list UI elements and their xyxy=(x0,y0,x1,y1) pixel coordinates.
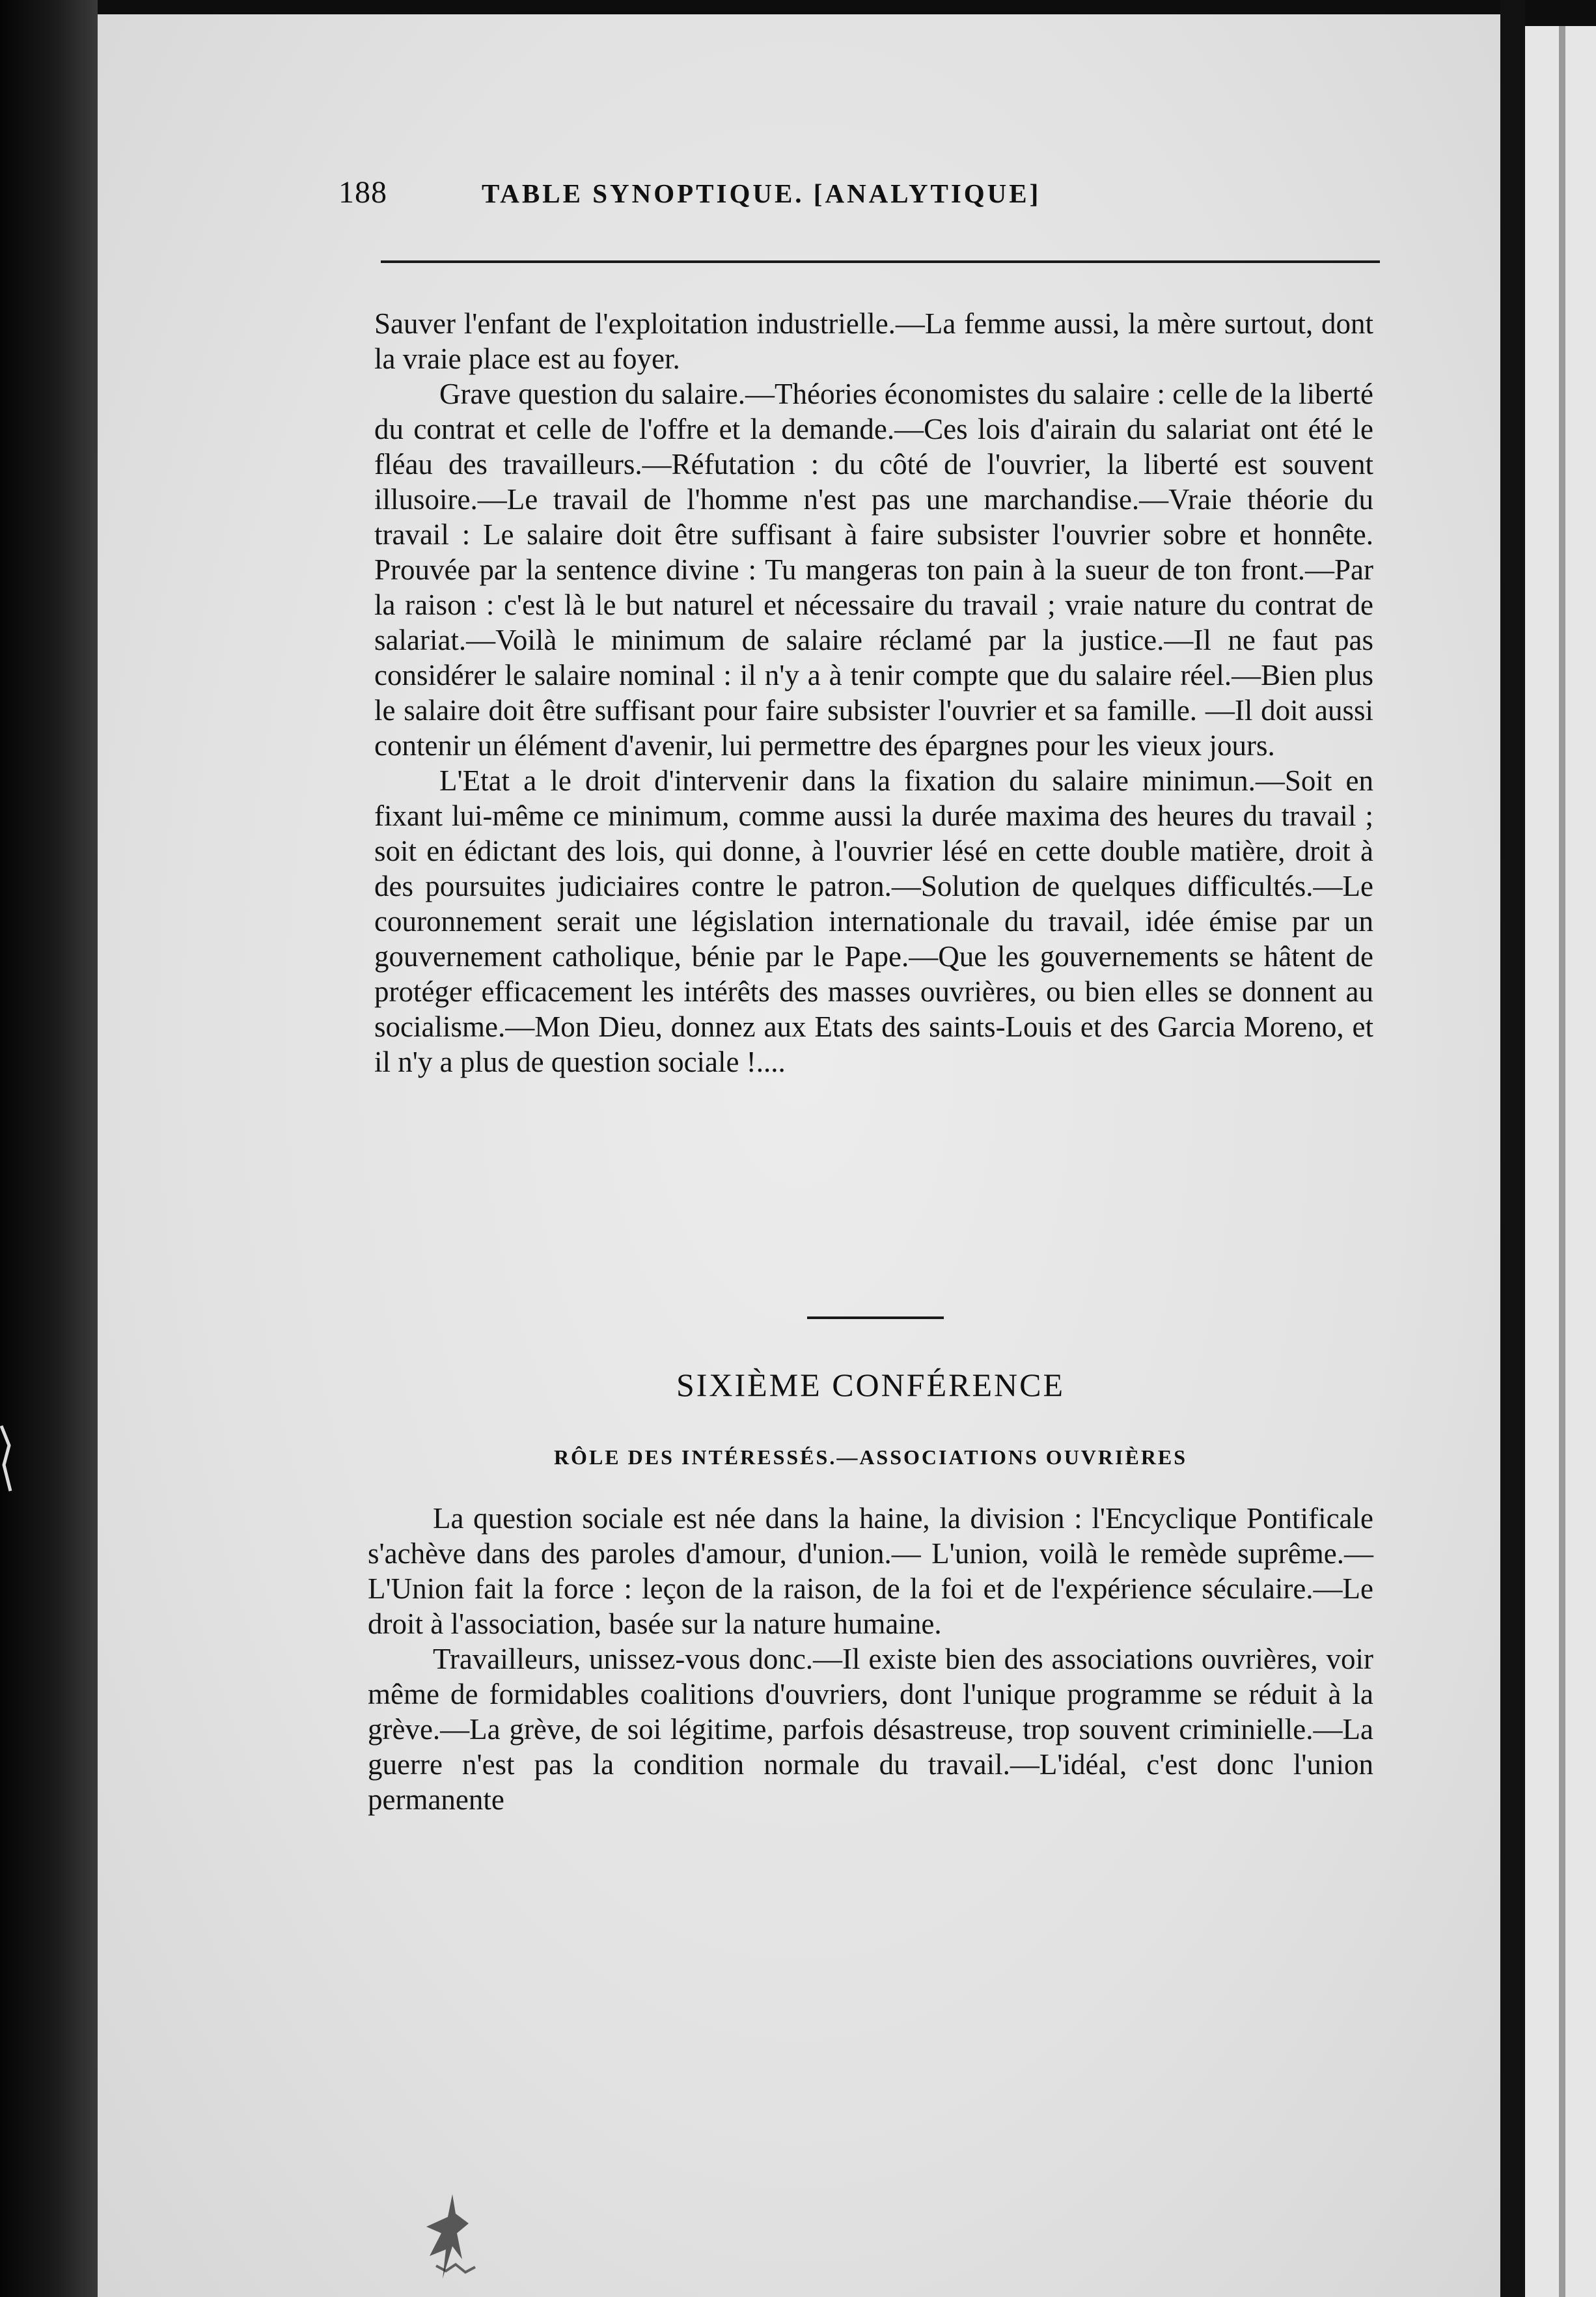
section-title: SIXIÈME CONFÉRENCE xyxy=(676,1367,1066,1403)
scan-edge-mark xyxy=(0,1419,13,1497)
header-rule xyxy=(381,260,1380,263)
ink-blot-mark xyxy=(417,2188,488,2285)
adjacent-page-fold xyxy=(1559,26,1565,2297)
running-header xyxy=(338,174,1380,227)
paragraph: Grave question du salaire.—Théories économistes du salaire : celle de la liberté du contrat et celle de l'offre et la demande.—Ces lois d'airain du salariat ont été le fléau des travailleurs.—Réfutation : du côté de l'ouvrier, la liberté est souvent illusoire.—Le travail de l'homme n'est pas une marchandise.—Vraie théorie du travail : Le salaire doit être suffisant à faire subsister l'ouvrier sobre et honnête. Prouvée par la sentence divine : Tu mangeras ton pain à la sueur de ton front.—Par la raison : c'est là le but naturel et nécessaire du travail ; vraie nature du contrat de salariat.—Voilà le minimum de salaire réclamé par la justice.—Il ne faut pas considérer le salaire nominal : il n'y a à tenir compte que du salaire réel.—Bien plus le salaire doit être suffisant pour faire subsister l'ouvrier et sa famille. —Il doit aussi contenir un élément d'avenir, lui permettre des épargnes pour les vieux jours. xyxy=(374,378,1373,762)
section-divider xyxy=(807,1316,944,1319)
section-subtitle: RÔLE DES INTÉRESSÉS.—ASSOCIATIONS OUVRIÈRES xyxy=(553,1445,1188,1469)
paragraph: Sauver l'enfant de l'exploitation industrielle.—La femme aussi, la mère surtout, dont la vraie place est au foyer. xyxy=(374,307,1373,375)
body-text-part-1 xyxy=(374,306,1373,1079)
page-number: 188 xyxy=(338,175,387,210)
page-gutter-shadow xyxy=(1500,0,1525,2297)
running-title: TABLE SYNOPTIQUE. [ANALYTIQUE] xyxy=(482,178,1041,208)
paragraph: La question sociale est née dans la haine, la division : l'Encyclique Pontificale s'achève dans des paroles d'amour, d'union.— L'union, voilà le remède suprême.—L'Union fait la force : leçon de la raison, de la foi et de l'expérience séculaire.—Le droit à l'association, basée sur la nature humaine. xyxy=(368,1502,1373,1640)
scan-left-border xyxy=(0,0,98,2297)
body-text-part-2 xyxy=(368,1501,1373,1817)
paragraph: Travailleurs, unissez-vous donc.—Il existe bien des associations ouvrières, voir même de formidables coalitions d'ouvriers, dont l'unique programme se réduit à la grève.—La grève, de soi légitime, parfois désastreuse, trop souvent criminielle.—La guerre n'est pas la condition normale du travail.—L'idéal, c'est donc l'union permanente xyxy=(368,1643,1373,1816)
paragraph: L'Etat a le droit d'intervenir dans la fixation du salaire minimun.—Soit en fixant lui-même ce minimum, comme aussi la durée maxima des heures du travail ; soit en édictant des lois, qui donne, à l'ouvrier lésé en cette double matière, droit à des poursuites judiciaires contre le patron.—Solution de quelques difficultés.—Le couronnement serait une législation internationale du travail, idée émise par un gouvernement catholique, bénie par le Pape.—Que les gouvernements se hâtent de protéger efficacement les intérêts des masses ouvrières, ou bien elles se donnent au socialisme.—Mon Dieu, donnez aux Etats des saints-Louis et des Garcia Moreno, et il n'y a plus de question sociale !.... xyxy=(374,764,1373,1078)
